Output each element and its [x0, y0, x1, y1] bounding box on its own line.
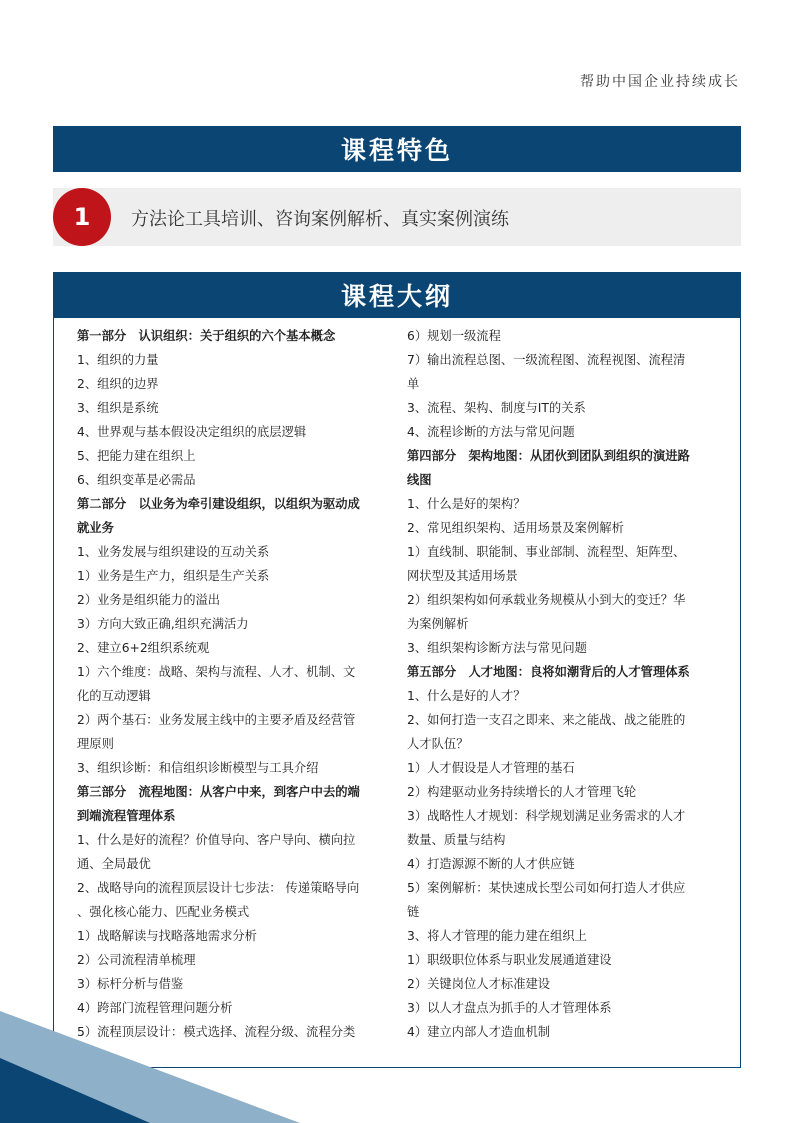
section-heading: 第一部分 认识组织：关于组织的六个基本概念 [77, 329, 336, 343]
outline-item: 1、什么是好的架构？ [407, 497, 526, 511]
outline-item: 通、全局最优 [77, 857, 151, 871]
outline-item: 2）构建驱动业务持续增长的人才管理飞轮 [407, 785, 637, 799]
outline-item: 2）公司流程清单梳理 [77, 953, 196, 967]
outline-item: 3）方向大致正确,组织充满活力 [77, 617, 249, 631]
section-heading: 第四部分 架构地图：从团伙到团队到组织的演进路 [407, 449, 690, 463]
outline-item: 1）战略解读与找略落地需求分析 [77, 929, 257, 943]
outline-item: 6、组织变革是必需品 [77, 473, 196, 487]
outline-item: 1）直线制、职能制、事业部制、流程型、矩阵型、 [407, 545, 686, 559]
outline-item: 2、组织的边界 [77, 377, 159, 391]
outline-item: 1、业务发展与组织建设的互动关系 [77, 545, 270, 559]
outline-item: 3）战略性人才规划：科学规划满足业务需求的人才 [407, 809, 686, 823]
outline-item: 5）流程顶层设计：模式选择、流程分级、流程分类 [77, 1025, 356, 1039]
section-heading: 第二部分 以业务为牵引建设组织，以组织为驱动成 [77, 497, 360, 511]
outline-left-column [77, 324, 389, 1044]
outline-item: 6）规划一级流程 [407, 329, 501, 343]
outline-item: 4）跨部门流程管理问题分析 [77, 1001, 233, 1015]
outline-item: 7）输出流程总图、一级流程图、流程视图、流程清 [407, 353, 686, 367]
outline-item: 数量、质量与结构 [407, 833, 506, 847]
section-heading: 第五部分 人才地图：良将如潮背后的人才管理体系 [407, 665, 690, 679]
outline-item: 3、组织诊断：和信组织诊断模型与工具介绍 [77, 761, 319, 775]
outline-item: 1）六个维度：战略、架构与流程、人才、机制、文 [77, 665, 356, 679]
outline-item: 3、组织架构诊断方法与常见问题 [407, 641, 587, 655]
outline-item: 单 [407, 377, 420, 391]
outline-item: 1）职级职位体系与职业发展通道建设 [407, 953, 612, 967]
outline-item: 、强化核心能力、匹配业务模式 [77, 905, 250, 919]
outline-item: 4）建立内部人才造血机制 [407, 1025, 551, 1039]
outline-item: 3）标杆分析与借鉴 [77, 977, 184, 991]
section-heading: 第三部分 流程地图：从客户中来，到客户中去的端 [77, 785, 360, 799]
outline-item: 为案例解析 [407, 617, 469, 631]
outline-item: 人才队伍？ [407, 737, 469, 751]
header-tagline: 帮助中国企业持续成长 [580, 74, 740, 90]
feature-text: 方法论工具培训、咨询案例解析、真实案例演练 [131, 209, 509, 230]
section-heading: 就业务 [77, 521, 114, 535]
outline-item: 1、什么是好的人才？ [407, 689, 526, 703]
outline-item: 2、常见组织架构、适用场景及案例解析 [407, 521, 624, 535]
outline-item: 1）业务是生产力，组织是生产关系 [77, 569, 270, 583]
outline-item: 4、世界观与基本假设决定组织的底层逻辑 [77, 425, 307, 439]
outline-item: 3、将人才管理的能力建在组织上 [407, 929, 587, 943]
outline-item: 1）人才假设是人才管理的基石 [407, 761, 575, 775]
outline-item: 链 [407, 905, 420, 919]
corner-decoration [0, 1003, 300, 1123]
features-title: 课程特色 [53, 126, 741, 172]
section-heading: 线图 [407, 473, 432, 487]
outline-item: 2）关键岗位人才标准建设 [407, 977, 551, 991]
outline-item: 2、如何打造一支召之即来、来之能战、战之能胜的 [407, 713, 686, 727]
outline-item: 3）以人才盘点为抓手的人才管理体系 [407, 1001, 612, 1015]
outline-item: 2）两个基石：业务发展主线中的主要矛盾及经营管 [77, 713, 356, 727]
outline-item: 5、把能力建在组织上 [77, 449, 196, 463]
outline-item: 3、流程、架构、制度与IT的关系 [407, 401, 586, 415]
outline-item: 1、组织的力量 [77, 353, 159, 367]
feature-item [53, 188, 741, 246]
outline-item: 4）打造源源不断的人才供应链 [407, 857, 575, 871]
outline-item: 网状型及其适用场景 [407, 569, 518, 583]
outline-right-column [407, 324, 719, 1044]
section-heading: 到端流程管理体系 [77, 809, 176, 823]
outline-item: 2）业务是组织能力的溢出 [77, 593, 221, 607]
outline-title: 课程大纲 [53, 272, 741, 318]
outline-item: 理原则 [77, 737, 114, 751]
outline-item: 5）案例解析：某快速成长型公司如何打造人才供应 [407, 881, 686, 895]
outline-item: 2、建立6+2组织系统观 [77, 641, 210, 655]
outline-item: 2）组织架构如何承载业务规模从小到大的变迁？华 [407, 593, 686, 607]
outline-item: 2、战略导向的流程顶层设计七步法： 传递策略导向 [77, 881, 360, 895]
outline-item: 化的互动逻辑 [77, 689, 151, 703]
outline-item: 3、组织是系统 [77, 401, 159, 415]
outline-item: 4、流程诊断的方法与常见问题 [407, 425, 575, 439]
feature-number-badge: 1 [53, 188, 111, 246]
outline-item: 1、什么是好的流程？价值导向、客户导向、横向拉 [77, 833, 356, 847]
